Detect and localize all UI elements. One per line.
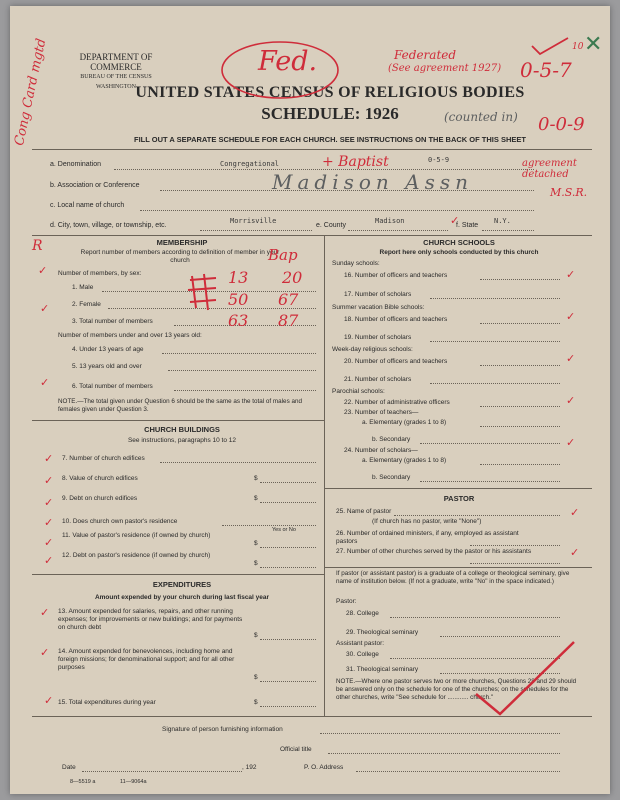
q18-line[interactable] (480, 323, 560, 324)
male-count-new: 20 (282, 268, 303, 287)
bureau-city: WASHINGTON (96, 84, 136, 90)
membership-heading: MEMBERSHIP (156, 238, 208, 247)
q9-dollar: $ (254, 495, 258, 502)
q5-line[interactable] (168, 370, 316, 371)
q9-line[interactable] (260, 502, 316, 503)
q12-residence-debt: 12. Debt on pastor's residence (if owned by church) (62, 552, 211, 559)
check-mark: ✓ (566, 352, 576, 365)
check-mark: ✓ (40, 646, 50, 659)
denomination-label: a. Denomination (50, 161, 101, 168)
official-title-label: Official title (280, 746, 312, 753)
q26-line[interactable] (470, 545, 560, 546)
association-annotation: Madison Assn (272, 170, 473, 194)
sunday-schools: Sunday schools: (332, 260, 380, 267)
q9-debt: 9. Debt on church edifices (62, 495, 138, 502)
check-mark: ✓ (570, 546, 580, 559)
q6-total: 6. Total number of members (72, 383, 153, 390)
yes-or-no: Yes or No (272, 527, 296, 533)
divider (32, 149, 592, 150)
city-label: d. City, town, village, or township, etc. (50, 222, 167, 229)
q24-elementary: a. Elementary (grades 1 to 8) (362, 457, 447, 464)
fed-annotation: Fed. (258, 46, 318, 77)
membership-note: NOTE.—The total given under Question 6 should be the same as the total of males and females given under Question 3. (58, 398, 302, 413)
q12-dollar: $ (254, 560, 258, 567)
q17-line[interactable] (430, 298, 560, 299)
q25-line[interactable] (394, 515, 560, 516)
q23-secondary: b. Secondary (372, 436, 411, 443)
q1-male: 1. Male (72, 284, 94, 291)
divider (324, 488, 592, 489)
q12-line[interactable] (260, 567, 316, 568)
ten-annotation: 10 (572, 42, 584, 52)
q13-running-expenses: 13. Amount expended for salaries, repairs, and other running expenses; for improvements or new buildings; and for payments on church debt (58, 608, 243, 631)
q19-line[interactable] (430, 341, 560, 342)
q2-female: 2. Female (72, 301, 101, 308)
q20-weekday-teachers: 20. Number of officers and teachers (344, 358, 448, 365)
q3-total: 3. Total number of members (72, 318, 153, 325)
bap-annotation: Bap (268, 246, 298, 264)
baptist-annotation: + Baptist (322, 154, 389, 170)
buildings-sub: See instructions, paragraphs 10 to 12 (127, 437, 237, 444)
q10-residence: 10. Does church own pastor's residence (62, 518, 178, 525)
q26-assistant-ministers: 26. Number of ordained ministers, if any, employed as assistant pastors (336, 530, 519, 545)
association-label: b. Association or Conference (50, 182, 140, 189)
q11-line[interactable] (260, 547, 316, 548)
code-annotation-1: 0-5-7 (520, 58, 572, 82)
q23b-line[interactable] (420, 443, 560, 444)
r-annotation: R (32, 238, 43, 254)
po-address-line[interactable] (356, 771, 560, 772)
code-annotation-2: 0-0-9 (538, 114, 585, 135)
divider (324, 567, 592, 568)
q22-line[interactable] (480, 406, 560, 407)
scratched-out-mark (186, 272, 220, 314)
female-count-new: 67 (278, 290, 299, 309)
see-agreement-annotation: (See agreement 1927) (388, 63, 502, 74)
q18-summer-teachers: 18. Number of officers and teachers (344, 316, 448, 323)
local-name-line[interactable] (140, 210, 534, 211)
q4-line[interactable] (162, 353, 316, 354)
large-check-mark (470, 638, 580, 718)
q8-value: 8. Value of church edifices (62, 475, 138, 482)
q29-line[interactable] (440, 636, 560, 637)
q14-line[interactable] (260, 681, 316, 682)
q25-pastor-name: 25. Name of pastor (336, 508, 392, 515)
po-address-label: P. O. Address (304, 764, 344, 771)
weekday-schools: Week-day religious schools: (332, 346, 413, 353)
total-count-old: 63 (228, 311, 249, 330)
county-line[interactable] (348, 230, 448, 231)
q22-admin-officers: 22. Number of administrative officers (344, 399, 450, 406)
denomination-value: Congregational (220, 160, 280, 168)
check-mark: ✓ (44, 496, 54, 509)
check-mark: ✓ (40, 606, 50, 619)
q14-benevolences: 14. Amount expended for benevolences, including home and foreign missions; for denominational support; and for all other purposes (58, 648, 235, 671)
q11-dollar: $ (254, 540, 258, 547)
denomination-code: 0-5-9 (428, 156, 450, 164)
q15-total: 15. Total expenditures during year (58, 699, 156, 706)
divider (32, 235, 592, 236)
parochial-schools: Parochial schools: (332, 388, 385, 395)
q28-line[interactable] (390, 617, 560, 618)
check-mark: ✓ (566, 436, 576, 449)
schedule-title: SCHEDULE: 1926 (261, 104, 399, 123)
check-mark: ✓ (566, 268, 576, 281)
column-divider (324, 235, 325, 716)
check-mark: ✓ (570, 506, 580, 519)
q24a-line[interactable] (480, 464, 560, 465)
q7-line[interactable] (160, 462, 316, 463)
q21-line[interactable] (430, 383, 560, 384)
divider (32, 420, 324, 421)
q8-line[interactable] (260, 482, 316, 483)
form-number: 8—5519 a (70, 779, 96, 785)
q11-residence-value: 11. Value of pastor's residence (if owned by church) (62, 532, 211, 539)
q28-college: 28. College (346, 610, 379, 617)
margin-annotation: Cong Card mgtd (12, 37, 50, 148)
federated-annotation: Federated (394, 48, 457, 62)
divider (32, 574, 324, 575)
male-count-old: 13 (228, 268, 249, 287)
official-title-line[interactable] (328, 753, 560, 754)
check-mark: ✓ (566, 394, 576, 407)
q24b-line[interactable] (420, 481, 560, 482)
q16-line[interactable] (480, 279, 560, 280)
local-name-label: c. Local name of church (50, 202, 125, 209)
department-name: DEPARTMENT OF COMMERCE (79, 52, 153, 72)
signature-label: Signature of person furnishing information (162, 726, 283, 733)
form-title: UNITED STATES CENSUS OF RELIGIOUS BODIES (135, 84, 525, 101)
q20-line[interactable] (480, 365, 560, 366)
members-by-sex: Number of members, by sex: (58, 270, 142, 277)
agreement-detached-annotation: agreement detached (522, 158, 577, 180)
assistant-pastor-label: Assistant pastor: (336, 640, 385, 647)
check-mark: ✓ (38, 264, 48, 277)
q4-under13: 4. Under 13 years of age (72, 346, 144, 353)
q23-elementary: a. Elementary (grades 1 to 8) (362, 419, 447, 426)
instructions-line: FILL OUT A SEPARATE SCHEDULE FOR EACH CHURCH. SEE INSTRUCTIONS ON THE BACK OF THIS SHEET (134, 135, 526, 144)
check-mark: ✓ (44, 452, 54, 465)
form-number-2: 11—9064a (120, 779, 147, 785)
state-line[interactable] (482, 230, 534, 231)
q27-line[interactable] (470, 563, 560, 564)
state-value: N.Y. (494, 217, 511, 225)
check-mark: ✓ (44, 554, 54, 567)
expenditures-heading: EXPENDITURES (152, 580, 212, 589)
q25-note: (If church has no pastor, write "None") (372, 518, 482, 525)
x-mark: ✕ (584, 32, 603, 57)
q7-edifices: 7. Number of church edifices (62, 455, 145, 462)
q5-over13: 5. 13 years old and over (72, 363, 142, 370)
q31-seminary: 31. Theological seminary (346, 666, 419, 673)
q27-other-churches: 27. Number of other churches served by the pastor or his assistants (336, 548, 532, 555)
graduate-note: If pastor (or assistant pastor) is a graduate of a college or theological seminary, give name of institution below. (If not a graduate, write "No" in the space indicated.) (336, 570, 570, 585)
pastor-heading: PASTOR (443, 494, 475, 503)
q14-dollar: $ (254, 674, 258, 681)
q29-seminary: 29. Theological seminary (346, 629, 419, 636)
q13-dollar: $ (254, 632, 258, 639)
msr-annotation: M.S.R. (550, 186, 588, 199)
q13-line[interactable] (260, 639, 316, 640)
q30-college: 30. College (346, 651, 379, 658)
members-under-over: Number of members under and over 13 years old: (58, 332, 202, 339)
q21-weekday-scholars: 21. Number of scholars (344, 376, 412, 383)
q8-dollar: $ (254, 475, 258, 482)
counted-in-annotation: (counted in) (444, 110, 518, 124)
expenditures-sub: Amount expended by your church during last fiscal year (94, 594, 270, 601)
q16-sunday-teachers: 16. Number of officers and teachers (344, 272, 448, 279)
q23a-line[interactable] (480, 426, 560, 427)
summer-schools: Summer vacation Bible schools: (332, 304, 425, 311)
q15-line[interactable] (260, 706, 316, 707)
county-value: Madison (375, 217, 405, 225)
check-mark: ✓ (40, 302, 50, 315)
q19-summer-scholars: 19. Number of scholars (344, 334, 412, 341)
female-count-old: 50 (228, 290, 249, 309)
date-year: , 192 (242, 764, 257, 771)
date-label: Date (62, 764, 76, 771)
q6-line[interactable] (174, 390, 316, 391)
county-label: e. County (316, 222, 346, 229)
check-mark: ✓ (450, 214, 460, 227)
pastor-label: Pastor: (336, 598, 357, 605)
bureau-name: BUREAU OF THE CENSUS (80, 74, 152, 80)
q10-line[interactable] (222, 525, 316, 526)
check-mark: ✓ (44, 536, 54, 549)
top-check-mark (530, 36, 570, 58)
state-label: f. State (456, 222, 479, 229)
census-form (10, 6, 610, 794)
city-value: Morrisville (230, 217, 277, 225)
check-mark: ✓ (44, 474, 54, 487)
check-mark: ✓ (44, 516, 54, 529)
pastor-note: NOTE.—Where one pastor serves two or more churches, Questions 28 and 29 should be answered only on the schedule for one of the churches; on the schedules for the other churches, write "See schedule for ............ church." (336, 678, 577, 701)
total-count-new: 87 (278, 311, 299, 330)
check-mark: ✓ (566, 310, 576, 323)
date-line[interactable] (82, 771, 242, 772)
buildings-heading: CHURCH BUILDINGS (144, 425, 220, 434)
check-mark: ✓ (44, 694, 54, 707)
q15-dollar: $ (254, 699, 258, 706)
schools-heading: CHURCH SCHOOLS (423, 238, 495, 247)
q23-teachers: 23. Number of teachers— (344, 409, 419, 416)
signature-line[interactable] (320, 733, 560, 734)
membership-intro: Report number of members according to definition of member in your church (80, 249, 280, 264)
q24-scholars: 24. Number of scholars— (344, 447, 418, 454)
city-line[interactable] (200, 230, 312, 231)
check-mark: ✓ (40, 376, 50, 389)
q24-secondary: b. Secondary (372, 474, 411, 481)
schools-sub: Report here only schools conducted by this church (379, 249, 539, 256)
q17-sunday-scholars: 17. Number of scholars (344, 291, 412, 298)
